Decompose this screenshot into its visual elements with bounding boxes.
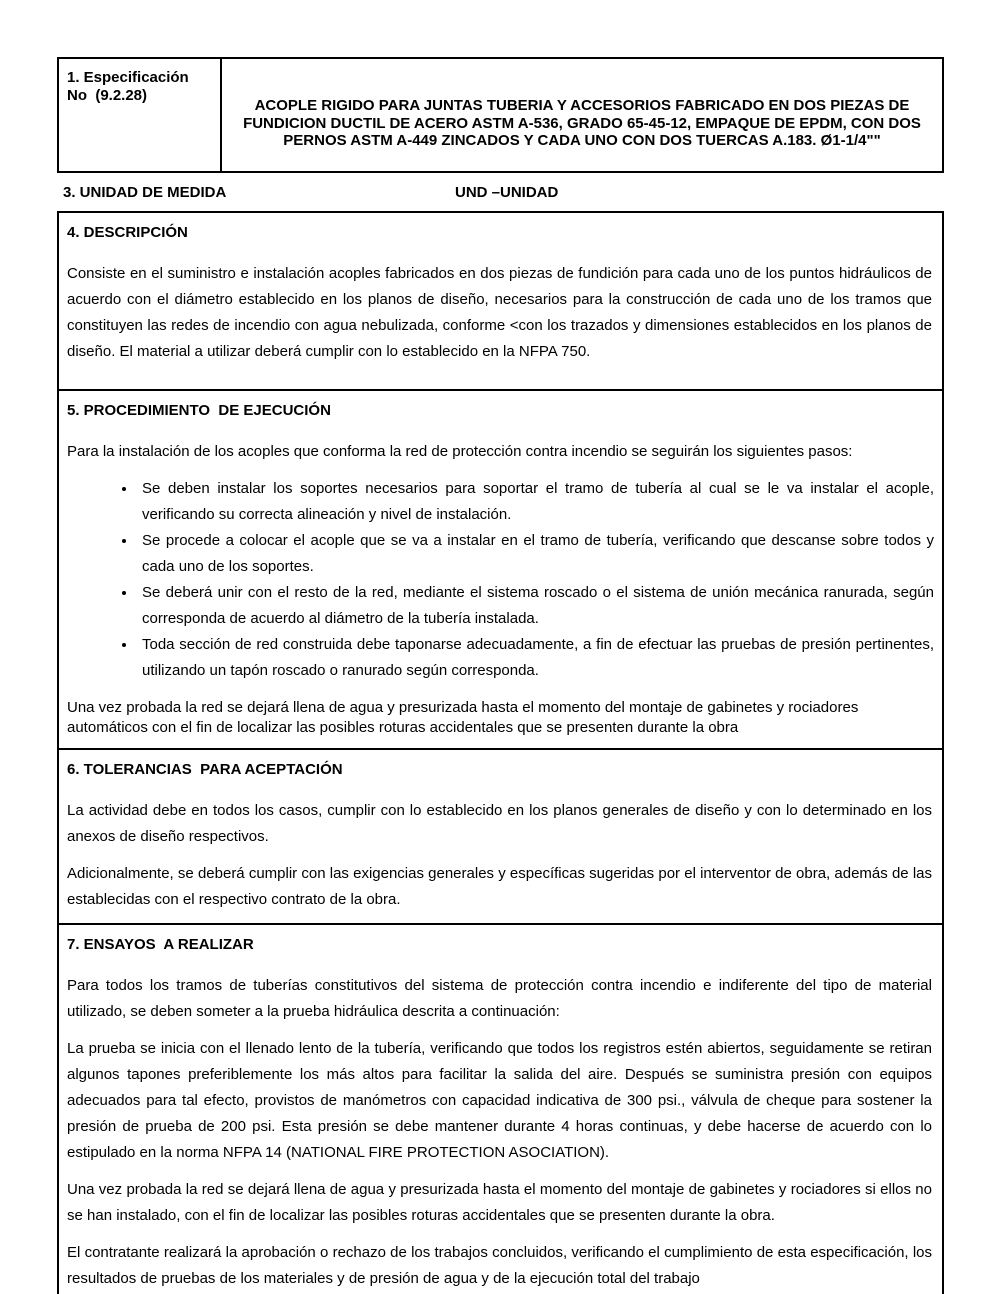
document-content bbox=[57, 57, 944, 1294]
section-tolerancias-heading: 6. TOLERANCIAS PARA ACEPTACIÓN bbox=[67, 761, 343, 778]
ensayos-paragraph: El contratante realizará la aprobación o rechazo de los trabajos concluidos, verificando el cumplimiento de esta especificación, los resultados de pruebas de los materiales y de presión de agua y de la ejecución total del trabajo bbox=[67, 1244, 932, 1287]
procedure-step: • Toda sección de red construida debe taponarse adecuadamente, a fin de efectuar las pruebas de presión pertinentes, utilizando un tapón roscado o ranurado según corresponda. bbox=[137, 632, 934, 684]
section-descripcion bbox=[59, 213, 942, 389]
procedure-step: • Se deberá unir con el resto de la red, mediante el sistema roscado o el sistema de unión mecánica ranurada, según corresponda de acuerdo al diámetro de la tubería instalada. bbox=[137, 580, 934, 632]
procedure-step: • Se deben instalar los soportes necesarios para soportar el tramo de tubería al cual se le va instalar el acople, verificando su correcta alineación y nivel de instalación. bbox=[137, 476, 934, 528]
unit-of-measure-value: UND –UNIDAD bbox=[455, 183, 559, 201]
procedure-steps-list bbox=[65, 476, 934, 684]
section-ensayos bbox=[59, 923, 942, 1294]
spec-header-table bbox=[57, 57, 944, 173]
spec-number-cell bbox=[59, 59, 222, 171]
tolerancias-paragraph: Adicionalmente, se deberá cumplir con las exigencias generales y específicas sugeridas por el interventor de obra, además de las establecidas con el respectivo contrato de la obra. bbox=[67, 865, 932, 908]
descripcion-paragraph: Consiste en el suministro e instalación acoples fabricados en dos piezas de fundición para cada uno de los puntos hidráulicos de acuerdo con el diámetro establecido en los planos de diseño, necesarios para la construcción de cada uno de los tramos que constituyen las redes de incendio con agua nebulizada, conforme <con los trazados y dimensiones establecidos en los planos de diseño. El material a utilizar deberá cumplir con lo establecido en la NFPA 750. bbox=[67, 265, 932, 360]
spec-label: 1. Especificación bbox=[67, 69, 189, 86]
ensayos-paragraph: Una vez probada la red se dejará llena de agua y presurizada hasta el momento del montaje de gabinetes y rociadores si ellos no se han instalado, con el fin de localizar las posibles roturas accidentales que se presenten durante la obra. bbox=[67, 1181, 932, 1224]
unit-of-measure-row bbox=[57, 173, 944, 211]
tolerancias-paragraph: La actividad debe en todos los casos, cumplir con lo establecido en los planos generales de diseño y con lo determinado en los anexos de diseño respectivos. bbox=[67, 802, 932, 845]
procedure-step: • Se procede a colocar el acople que se va a instalar en el tramo de tubería, verificando que descanse sobre todos y cada uno de los soportes. bbox=[137, 528, 934, 580]
section-descripcion-heading: 4. DESCRIPCIÓN bbox=[67, 224, 188, 241]
procedimiento-closing: Una vez probada la red se dejará llena de agua y presurizada hasta el momento del montaje de gabinetes y rociadores automáticos con el fin de localizar las posibles roturas accidentales que se presenten durante la obra bbox=[67, 699, 859, 736]
ensayos-paragraph: La prueba se inicia con el llenado lento de la tubería, verificando que todos los registros estén abiertos, seguidamente se retiran algunos tapones preferiblemente los más altos para facilitar la salida del aire. Después se suministra presión con equipos adecuados para tal efecto, provistos de manómetros con capacidad indicativa de 300 psi., válvula de cheque para sostener la presión de prueba de 200 psi. Esta presión se debe mantener durante 4 horas continuas, y debe hacerse de acuerdo con lo estipulado en la norma NFPA 14 (NATIONAL FIRE PROTECTION ASOCIATION). bbox=[67, 1040, 932, 1161]
spec-title: ACOPLE RIGIDO PARA JUNTAS TUBERIA Y ACCESORIOS FABRICADO EN DOS PIEZAS DE FUNDICION DUCTIL DE ACERO ASTM A-536, GRADO 65-45-12, EMPAQUE DE EPDM, CON DOS PERNOS ASTM A-449 ZINCADOS Y CADA UNO CON DOS TUERCAS A.183. Ø1-1/4"" bbox=[243, 97, 921, 149]
section-tolerancias bbox=[59, 748, 942, 923]
section-procedimiento-heading: 5. PROCEDIMIENTO DE EJECUCIÓN bbox=[67, 402, 331, 419]
spec-number: No (9.2.28) bbox=[67, 87, 148, 104]
section-ensayos-heading: 7. ENSAYOS A REALIZAR bbox=[67, 936, 254, 953]
unit-of-measure-label: 3. UNIDAD DE MEDIDA bbox=[63, 183, 227, 201]
procedimiento-intro: Para la instalación de los acoples que conforma la red de protección contra incendio se seguirán los siguientes pasos: bbox=[67, 443, 853, 460]
ensayos-paragraph: Para todos los tramos de tuberías constitutivos del sistema de protección contra incendio e indiferente del tipo de material utilizado, se deben someter a la prueba hidráulica descrita a continuación: bbox=[67, 977, 932, 1020]
spec-sections-table bbox=[57, 211, 944, 1294]
spec-title-cell bbox=[222, 59, 942, 171]
section-procedimiento bbox=[59, 389, 942, 748]
